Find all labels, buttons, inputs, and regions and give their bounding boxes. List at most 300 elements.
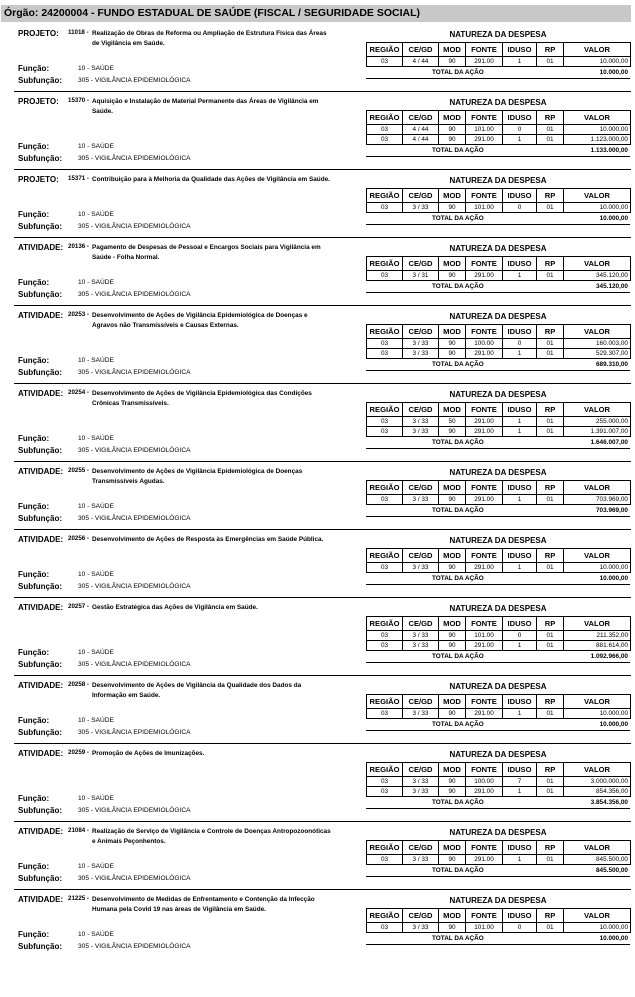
total-value: 845.500,00 [596, 867, 628, 874]
table-cell: 3 / 31 [403, 271, 439, 281]
column-header: REGIÃO [367, 325, 403, 339]
column-header: VALOR [564, 909, 631, 923]
budget-section [0, 821, 635, 889]
table-cell: 3 / 33 [403, 641, 439, 651]
table-cell: 3 / 33 [403, 855, 439, 865]
column-header: VALOR [564, 257, 631, 271]
total-value: 1.646.007,00 [590, 439, 628, 446]
total-label: TOTAL DA AÇÃO [432, 283, 484, 290]
action-code: 20256 - [68, 535, 89, 542]
subfuncao-value: 305 - VIGILÂNCIA EPIDEMIOLÓGICA [78, 77, 191, 84]
column-header: IDUSO [503, 549, 537, 563]
total-row [366, 934, 630, 945]
column-header: REGIÃO [367, 43, 403, 57]
table-cell: 101.00 [466, 203, 503, 213]
table-cell: 1 [503, 135, 537, 145]
funcao-value: 10 - SAÚDE [78, 357, 114, 364]
column-header: RP [537, 189, 564, 203]
section-divider [14, 675, 631, 676]
table-cell: 90 [439, 271, 466, 281]
table-cell: 1 [503, 495, 537, 505]
table-cell: 211.352,00 [564, 631, 631, 641]
column-header: CE/GD [403, 695, 439, 709]
natureza-title: NATUREZA DA DESPESA [449, 896, 547, 905]
table-row [367, 495, 631, 505]
column-header: FONTE [466, 763, 503, 777]
column-header: REGIÃO [367, 111, 403, 125]
funcao-value: 10 - SAÚDE [78, 863, 114, 870]
subfuncao-label: Subfunção: [18, 446, 62, 455]
action-description: Contribuição para à Melhoria da Qualidade das Ações de Vigilância em Saúde. [92, 176, 330, 183]
table-cell: 01 [537, 777, 564, 787]
action-code: 21084 - [68, 827, 89, 834]
budget-section [0, 237, 635, 305]
natureza-title: NATUREZA DA DESPESA [449, 244, 547, 253]
despesa-table [366, 324, 631, 359]
table-cell: 03 [367, 563, 403, 573]
column-header: RP [537, 481, 564, 495]
despesa-table [366, 42, 631, 67]
table-cell: 01 [537, 417, 564, 427]
column-header: RP [537, 841, 564, 855]
total-value: 345.120,00 [596, 283, 628, 290]
subfuncao-label: Subfunção: [18, 874, 62, 883]
column-header: RP [537, 403, 564, 417]
column-header: REGIÃO [367, 257, 403, 271]
table-header-row [367, 695, 631, 709]
table-cell: 4 / 44 [403, 125, 439, 135]
table-cell: 10.000,00 [564, 563, 631, 573]
table-cell: 1 [503, 641, 537, 651]
despesa-table [366, 616, 631, 651]
natureza-title: NATUREZA DA DESPESA [449, 604, 547, 613]
table-cell: 90 [439, 631, 466, 641]
column-header: VALOR [564, 325, 631, 339]
subfuncao-label: Subfunção: [18, 368, 62, 377]
column-header: FONTE [466, 695, 503, 709]
table-header-row [367, 841, 631, 855]
subfuncao-label: Subfunção: [18, 222, 62, 231]
column-header: RP [537, 257, 564, 271]
table-cell: 1 [503, 855, 537, 865]
table-cell: 03 [367, 203, 403, 213]
column-header: RP [537, 909, 564, 923]
budget-section [0, 743, 635, 821]
total-row [366, 574, 630, 585]
column-header: CE/GD [403, 763, 439, 777]
table-cell: 03 [367, 777, 403, 787]
action-code: 20259 - [68, 749, 89, 756]
column-header: VALOR [564, 763, 631, 777]
section-divider [14, 461, 631, 462]
table-cell: 90 [439, 923, 466, 933]
action-description: Realização de Serviço de Vigilância e Controle de Doenças Antropozoonóticas e Animais Peçonhentos. [92, 828, 331, 845]
table-cell: 291.00 [466, 709, 503, 719]
funcao-value: 10 - SAÚDE [78, 143, 114, 150]
funcao-value: 10 - SAÚDE [78, 65, 114, 72]
total-row [366, 506, 630, 517]
budget-section [0, 91, 635, 169]
table-cell: 90 [439, 135, 466, 145]
table-cell: 90 [439, 709, 466, 719]
column-header: CE/GD [403, 549, 439, 563]
table-cell: 03 [367, 631, 403, 641]
table-row [367, 349, 631, 359]
column-header: RP [537, 111, 564, 125]
action-description: Realização de Obras de Reforma ou Ampliação de Estrutura Física das Áreas de Vigilância em Saúde. [92, 30, 327, 47]
table-cell: 3 / 33 [403, 417, 439, 427]
table-cell: 90 [439, 349, 466, 359]
table-row [367, 57, 631, 67]
column-header: MOD [439, 617, 466, 631]
budget-section [0, 597, 635, 675]
table-row [367, 563, 631, 573]
funcao-label: Função: [18, 862, 50, 871]
table-cell: 1 [503, 57, 537, 67]
table-cell: 101.00 [466, 125, 503, 135]
table-cell: 03 [367, 349, 403, 359]
table-cell: 90 [439, 855, 466, 865]
column-header: CE/GD [403, 403, 439, 417]
table-cell: 03 [367, 923, 403, 933]
table-cell: 03 [367, 135, 403, 145]
table-header-row [367, 909, 631, 923]
action-code: 15370 - [68, 97, 89, 104]
action-description: Desenvolvimento de Ações de Vigilância Epidemiológica das Condições Crônicas Transmissíveis. [92, 390, 312, 407]
action-description: Desenvolvimento de Medidas de Enfrentamento e Contenção da Infecção Humana pela Covid 19 nas áreas de Vigilância em Saúde. [92, 896, 315, 913]
total-value: 689.310,00 [596, 361, 628, 368]
table-cell: 01 [537, 203, 564, 213]
table-cell: 90 [439, 57, 466, 67]
natureza-title: NATUREZA DA DESPESA [449, 750, 547, 759]
table-header-row [367, 257, 631, 271]
table-cell: 03 [367, 57, 403, 67]
funcao-label: Função: [18, 356, 50, 365]
table-cell: 01 [537, 125, 564, 135]
action-description: Desenvolvimento de Ações de Vigilância da Qualidade dos Dados da Informação em Saúde. [92, 682, 302, 699]
despesa-table [366, 188, 631, 213]
despesa-table [366, 480, 631, 505]
table-cell: 90 [439, 495, 466, 505]
column-header: FONTE [466, 481, 503, 495]
total-row [366, 68, 630, 79]
column-header: IDUSO [503, 43, 537, 57]
column-header: REGIÃO [367, 763, 403, 777]
subfuncao-value: 305 - VIGILÂNCIA EPIDEMIOLÓGICA [78, 369, 191, 376]
column-header: MOD [439, 43, 466, 57]
funcao-value: 10 - SAÚDE [78, 435, 114, 442]
table-cell: 10.000,00 [564, 203, 631, 213]
column-header: VALOR [564, 695, 631, 709]
table-cell: 291.00 [466, 57, 503, 67]
column-header: IDUSO [503, 617, 537, 631]
subfuncao-label: Subfunção: [18, 942, 62, 951]
natureza-title: NATUREZA DA DESPESA [449, 536, 547, 545]
table-cell: 03 [367, 855, 403, 865]
budget-section [0, 23, 635, 91]
total-row [366, 360, 630, 371]
table-cell: 1.391.007,00 [564, 427, 631, 437]
total-label: TOTAL DA AÇÃO [432, 361, 484, 368]
table-cell: 01 [537, 427, 564, 437]
section-divider [14, 889, 631, 890]
despesa-table [366, 840, 631, 865]
column-header: MOD [439, 403, 466, 417]
column-header: FONTE [466, 111, 503, 125]
column-header: MOD [439, 481, 466, 495]
action-kind: ATIVIDADE: [18, 827, 64, 836]
column-header: VALOR [564, 189, 631, 203]
column-header: IDUSO [503, 695, 537, 709]
table-header-row [367, 617, 631, 631]
total-row [366, 438, 630, 449]
column-header: REGIÃO [367, 189, 403, 203]
funcao-label: Função: [18, 434, 50, 443]
column-header: VALOR [564, 841, 631, 855]
natureza-title: NATUREZA DA DESPESA [449, 312, 547, 321]
column-header: MOD [439, 549, 466, 563]
action-description: Gestão Estratégica das Ações de Vigilância em Saúde. [92, 604, 258, 611]
budget-section [0, 383, 635, 461]
table-cell: 0 [503, 339, 537, 349]
table-cell: 3 / 33 [403, 563, 439, 573]
column-header: FONTE [466, 909, 503, 923]
total-label: TOTAL DA AÇÃO [432, 867, 484, 874]
action-code: 20257 - [68, 603, 89, 610]
total-label: TOTAL DA AÇÃO [432, 147, 484, 154]
table-cell: 3 / 33 [403, 709, 439, 719]
table-cell: 845.500,00 [564, 855, 631, 865]
action-kind: ATIVIDADE: [18, 603, 64, 612]
total-label: TOTAL DA AÇÃO [432, 69, 484, 76]
column-header: RP [537, 763, 564, 777]
action-code: 20254 - [68, 389, 89, 396]
column-header: RP [537, 43, 564, 57]
column-header: CE/GD [403, 841, 439, 855]
budget-section [0, 461, 635, 529]
total-value: 10.000,00 [599, 721, 628, 728]
table-cell: 10.000,00 [564, 57, 631, 67]
table-cell: 01 [537, 135, 564, 145]
action-kind: ATIVIDADE: [18, 681, 64, 690]
table-row [367, 787, 631, 797]
subfuncao-value: 305 - VIGILÂNCIA EPIDEMIOLÓGICA [78, 223, 191, 230]
action-kind: PROJETO: [18, 175, 59, 184]
budget-section [0, 305, 635, 383]
action-code: 20253 - [68, 311, 89, 318]
table-row [367, 203, 631, 213]
column-header: VALOR [564, 111, 631, 125]
table-cell: 0 [503, 125, 537, 135]
total-row [366, 798, 630, 809]
table-cell: 01 [537, 271, 564, 281]
table-cell: 7 [503, 777, 537, 787]
section-divider [14, 305, 631, 306]
despesa-table [366, 762, 631, 797]
column-header: IDUSO [503, 481, 537, 495]
subfuncao-value: 305 - VIGILÂNCIA EPIDEMIOLÓGICA [78, 875, 191, 882]
column-header: FONTE [466, 43, 503, 57]
table-cell: 3 / 33 [403, 427, 439, 437]
table-row [367, 339, 631, 349]
column-header: IDUSO [503, 111, 537, 125]
table-cell: 90 [439, 777, 466, 787]
table-cell: 1 [503, 349, 537, 359]
action-description: Pagamento de Despesas de Pessoal e Encargos Sociais para Vigilância em Saúde - Folha Normal. [92, 244, 321, 261]
table-cell: 3 / 33 [403, 339, 439, 349]
table-cell: 90 [439, 203, 466, 213]
table-cell: 03 [367, 271, 403, 281]
subfuncao-value: 305 - VIGILÂNCIA EPIDEMIOLÓGICA [78, 155, 191, 162]
total-row [366, 652, 630, 663]
column-header: REGIÃO [367, 909, 403, 923]
table-header-row [367, 763, 631, 777]
table-header-row [367, 43, 631, 57]
table-cell: 1 [503, 427, 537, 437]
action-kind: PROJETO: [18, 29, 59, 38]
action-kind: ATIVIDADE: [18, 243, 64, 252]
subfuncao-label: Subfunção: [18, 290, 62, 299]
table-cell: 01 [537, 349, 564, 359]
table-cell: 03 [367, 125, 403, 135]
action-code: 20258 - [68, 681, 89, 688]
total-row [366, 146, 630, 157]
table-cell: 1 [503, 709, 537, 719]
column-header: IDUSO [503, 403, 537, 417]
section-divider [14, 237, 631, 238]
column-header: REGIÃO [367, 841, 403, 855]
column-header: MOD [439, 841, 466, 855]
column-header: CE/GD [403, 111, 439, 125]
column-header: RP [537, 549, 564, 563]
total-label: TOTAL DA AÇÃO [432, 799, 484, 806]
total-label: TOTAL DA AÇÃO [432, 935, 484, 942]
table-header-row [367, 189, 631, 203]
table-cell: 01 [537, 339, 564, 349]
column-header: MOD [439, 325, 466, 339]
column-header: MOD [439, 111, 466, 125]
table-cell: 101.00 [466, 923, 503, 933]
subfuncao-value: 305 - VIGILÂNCIA EPIDEMIOLÓGICA [78, 515, 191, 522]
section-divider [14, 743, 631, 744]
column-header: REGIÃO [367, 695, 403, 709]
table-row [367, 709, 631, 719]
section-divider [14, 529, 631, 530]
natureza-title: NATUREZA DA DESPESA [449, 176, 547, 185]
despesa-table [366, 908, 631, 933]
action-kind: PROJETO: [18, 97, 59, 106]
column-header: REGIÃO [367, 549, 403, 563]
subfuncao-label: Subfunção: [18, 728, 62, 737]
funcao-value: 10 - SAÚDE [78, 211, 114, 218]
table-cell: 3 / 33 [403, 203, 439, 213]
total-value: 703.969,00 [596, 507, 628, 514]
action-kind: ATIVIDADE: [18, 535, 64, 544]
subfuncao-value: 305 - VIGILÂNCIA EPIDEMIOLÓGICA [78, 661, 191, 668]
funcao-label: Função: [18, 716, 50, 725]
action-code: 20136 - [68, 243, 89, 250]
subfuncao-label: Subfunção: [18, 514, 62, 523]
table-cell: 0 [503, 203, 537, 213]
section-divider [14, 91, 631, 92]
despesa-table [366, 256, 631, 281]
section-divider [14, 383, 631, 384]
action-description: Aquisição e Instalação de Material Permanente das Áreas de Vigilância em Saúde. [92, 98, 319, 115]
column-header: RP [537, 325, 564, 339]
despesa-table [366, 110, 631, 145]
table-header-row [367, 403, 631, 417]
column-header: RP [537, 617, 564, 631]
action-kind: ATIVIDADE: [18, 895, 64, 904]
column-header: RP [537, 695, 564, 709]
table-row [367, 777, 631, 787]
total-value: 10.000,00 [599, 575, 628, 582]
table-cell: 03 [367, 787, 403, 797]
column-header: IDUSO [503, 763, 537, 777]
total-value: 1.133.000,00 [590, 147, 628, 154]
action-kind: ATIVIDADE: [18, 467, 64, 476]
total-label: TOTAL DA AÇÃO [432, 653, 484, 660]
total-row [366, 214, 630, 225]
total-row [366, 866, 630, 877]
subfuncao-label: Subfunção: [18, 660, 62, 669]
action-description: Promoção de Ações de Imunizações. [92, 750, 205, 757]
table-cell: 01 [537, 855, 564, 865]
column-header: VALOR [564, 43, 631, 57]
funcao-value: 10 - SAÚDE [78, 795, 114, 802]
table-cell: 01 [537, 787, 564, 797]
subfuncao-label: Subfunção: [18, 76, 62, 85]
column-header: FONTE [466, 403, 503, 417]
funcao-value: 10 - SAÚDE [78, 931, 114, 938]
subfuncao-label: Subfunção: [18, 806, 62, 815]
budget-section [0, 529, 635, 597]
table-cell: 100.00 [466, 777, 503, 787]
column-header: FONTE [466, 325, 503, 339]
orgao-header: Órgão: 24200004 - FUNDO ESTADUAL DE SAÚDE (FISCAL / SEGURIDADE SOCIAL) [1, 5, 631, 22]
funcao-label: Função: [18, 930, 50, 939]
column-header: MOD [439, 189, 466, 203]
table-cell: 4 / 44 [403, 57, 439, 67]
column-header: VALOR [564, 617, 631, 631]
table-cell: 854.356,00 [564, 787, 631, 797]
table-cell: 291.00 [466, 271, 503, 281]
funcao-label: Função: [18, 64, 50, 73]
despesa-table [366, 548, 631, 573]
table-cell: 291.00 [466, 641, 503, 651]
table-cell: 255.000,00 [564, 417, 631, 427]
natureza-title: NATUREZA DA DESPESA [449, 30, 547, 39]
table-cell: 10.000,00 [564, 125, 631, 135]
table-cell: 101.00 [466, 631, 503, 641]
table-cell: 1 [503, 563, 537, 573]
action-code: 20255 - [68, 467, 89, 474]
action-kind: ATIVIDADE: [18, 749, 64, 758]
table-cell: 90 [439, 563, 466, 573]
action-code: 15371 - [68, 175, 89, 182]
action-code: 11018 - [68, 29, 89, 36]
column-header: FONTE [466, 841, 503, 855]
action-code: 21225 - [68, 895, 89, 902]
column-header: IDUSO [503, 189, 537, 203]
subfuncao-value: 305 - VIGILÂNCIA EPIDEMIOLÓGICA [78, 447, 191, 454]
table-row [367, 135, 631, 145]
column-header: CE/GD [403, 43, 439, 57]
column-header: FONTE [466, 617, 503, 631]
column-header: MOD [439, 257, 466, 271]
total-row [366, 720, 630, 731]
table-cell: 01 [537, 641, 564, 651]
